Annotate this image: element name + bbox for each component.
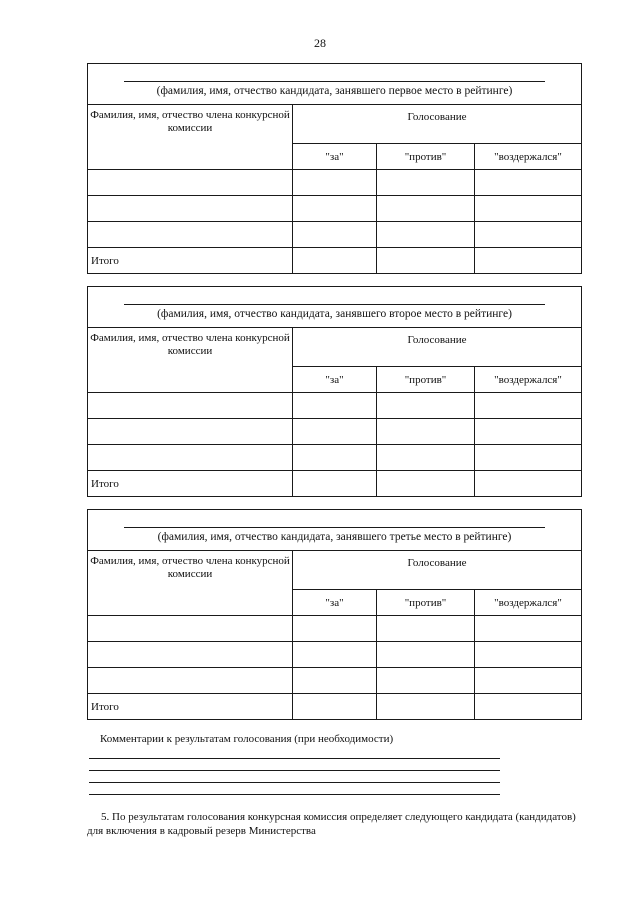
candidate-caption: (фамилия, имя, отчество кандидата, занявшего первое место в рейтинге) xyxy=(156,85,513,97)
voting-table-third-place xyxy=(87,509,582,720)
member-name-cell[interactable] xyxy=(88,616,293,642)
option-against: "против" xyxy=(377,367,475,393)
total-for-cell[interactable] xyxy=(293,471,377,497)
candidate-name-field[interactable] xyxy=(88,510,582,551)
candidate-name-line xyxy=(124,81,545,82)
vote-abstained-cell[interactable] xyxy=(475,393,582,419)
vote-for-cell[interactable] xyxy=(293,445,377,471)
voting-table-second-place xyxy=(87,286,582,497)
option-abstained: "воздержался" xyxy=(475,144,582,170)
voting-header: Голосование xyxy=(293,105,582,144)
option-abstained: "воздержался" xyxy=(475,590,582,616)
vote-for-cell[interactable] xyxy=(293,196,377,222)
vote-for-cell[interactable] xyxy=(293,419,377,445)
member-name-cell[interactable] xyxy=(88,170,293,196)
candidate-caption: (фамилия, имя, отчество кандидата, занявшего третье место в рейтинге) xyxy=(157,531,512,543)
table-row xyxy=(88,170,582,196)
total-row xyxy=(88,248,582,274)
vote-against-cell[interactable] xyxy=(377,222,475,248)
comment-line[interactable] xyxy=(89,770,500,771)
vote-abstained-cell[interactable] xyxy=(475,668,582,694)
table-row xyxy=(88,445,582,471)
member-name-cell[interactable] xyxy=(88,668,293,694)
vote-against-cell[interactable] xyxy=(377,642,475,668)
table-row xyxy=(88,196,582,222)
candidate-name-line xyxy=(124,527,545,528)
member-name-header: Фамилия, имя, отчество члена конкурсной комиссии xyxy=(88,105,293,170)
vote-for-cell[interactable] xyxy=(293,170,377,196)
comment-line[interactable] xyxy=(89,758,500,759)
vote-against-cell[interactable] xyxy=(377,668,475,694)
vote-abstained-cell[interactable] xyxy=(475,222,582,248)
total-abstained-cell[interactable] xyxy=(475,694,582,720)
option-abstained: "воздержался" xyxy=(475,367,582,393)
candidate-caption: (фамилия, имя, отчество кандидата, занявшего второе место в рейтинге) xyxy=(157,308,512,320)
total-for-cell[interactable] xyxy=(293,694,377,720)
paragraph-5: 5. По результатам голосования конкурсная комиссия определяет следующего кандидата (кандидатов) для включения в кадровый резерв Министерства xyxy=(87,811,576,837)
vote-abstained-cell[interactable] xyxy=(475,616,582,642)
vote-abstained-cell[interactable] xyxy=(475,445,582,471)
table-row xyxy=(88,222,582,248)
option-for: "за" xyxy=(293,367,377,393)
vote-abstained-cell[interactable] xyxy=(475,196,582,222)
member-name-cell[interactable] xyxy=(88,445,293,471)
voting-table-first-place xyxy=(87,63,582,274)
total-label: Итого xyxy=(88,471,293,497)
comment-line[interactable] xyxy=(89,782,500,783)
member-name-cell[interactable] xyxy=(88,642,293,668)
vote-for-cell[interactable] xyxy=(293,616,377,642)
vote-for-cell[interactable] xyxy=(293,642,377,668)
table-row xyxy=(88,668,582,694)
vote-for-cell[interactable] xyxy=(293,668,377,694)
total-against-cell[interactable] xyxy=(377,694,475,720)
vote-abstained-cell[interactable] xyxy=(475,419,582,445)
candidate-name-field[interactable] xyxy=(88,287,582,328)
vote-abstained-cell[interactable] xyxy=(475,170,582,196)
table-row xyxy=(88,393,582,419)
vote-for-cell[interactable] xyxy=(293,222,377,248)
member-name-header: Фамилия, имя, отчество члена конкурсной комиссии xyxy=(88,328,293,393)
total-row xyxy=(88,471,582,497)
member-name-cell[interactable] xyxy=(88,222,293,248)
vote-against-cell[interactable] xyxy=(377,170,475,196)
option-for: "за" xyxy=(293,590,377,616)
member-name-header: Фамилия, имя, отчество члена конкурсной комиссии xyxy=(88,551,293,616)
vote-abstained-cell[interactable] xyxy=(475,642,582,668)
total-label: Итого xyxy=(88,248,293,274)
total-label: Итого xyxy=(88,694,293,720)
member-name-cell[interactable] xyxy=(88,393,293,419)
vote-for-cell[interactable] xyxy=(293,393,377,419)
comment-line[interactable] xyxy=(89,794,500,795)
total-against-cell[interactable] xyxy=(377,471,475,497)
total-abstained-cell[interactable] xyxy=(475,471,582,497)
table-row xyxy=(88,419,582,445)
member-name-cell[interactable] xyxy=(88,419,293,445)
comments-label: Комментарии к результатам голосования (при необходимости) xyxy=(100,733,394,745)
vote-against-cell[interactable] xyxy=(377,419,475,445)
option-for: "за" xyxy=(293,144,377,170)
total-for-cell[interactable] xyxy=(293,248,377,274)
member-name-cell[interactable] xyxy=(88,196,293,222)
vote-against-cell[interactable] xyxy=(377,196,475,222)
voting-header: Голосование xyxy=(293,551,582,590)
table-row xyxy=(88,616,582,642)
candidate-name-field[interactable] xyxy=(88,64,582,105)
voting-header: Голосование xyxy=(293,328,582,367)
option-against: "против" xyxy=(377,590,475,616)
option-against: "против" xyxy=(377,144,475,170)
candidate-name-line xyxy=(124,304,545,305)
page-number: 28 xyxy=(314,36,326,50)
total-abstained-cell[interactable] xyxy=(475,248,582,274)
table-row xyxy=(88,642,582,668)
vote-against-cell[interactable] xyxy=(377,616,475,642)
vote-against-cell[interactable] xyxy=(377,393,475,419)
total-against-cell[interactable] xyxy=(377,248,475,274)
total-row xyxy=(88,694,582,720)
vote-against-cell[interactable] xyxy=(377,445,475,471)
